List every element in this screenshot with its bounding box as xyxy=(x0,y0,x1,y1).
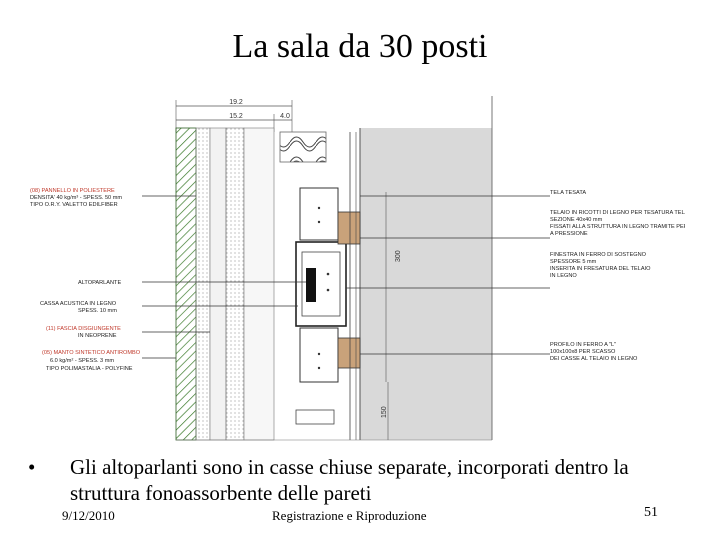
dim-vertical-1: 300 xyxy=(395,250,402,262)
wall-layer-5 xyxy=(244,128,274,440)
svg-text:(08) PANNELLO IN POLIESTERE: (08) PANNELLO IN POLIESTERE xyxy=(30,188,115,194)
frame-profile-top xyxy=(338,212,360,244)
svg-text:TIPO POLIMASTALIA - POLYFINE: TIPO POLIMASTALIA - POLYFINE xyxy=(46,366,133,372)
svg-text:DEI CASSE AL TELAIO IN LEGNO: DEI CASSE AL TELAIO IN LEGNO xyxy=(550,356,638,362)
left-note-2 xyxy=(78,280,121,286)
svg-text:(11) FASCIA DISGIUNGENTE: (11) FASCIA DISGIUNGENTE xyxy=(46,326,121,332)
svg-text:ALTOPARLANTE: ALTOPARLANTE xyxy=(78,280,122,286)
svg-text:SPESS. 10 mm: SPESS. 10 mm xyxy=(78,308,117,314)
svg-text:TELAIO IN RICOTTI DI LEGNO PER: TELAIO IN RICOTTI DI LEGNO PER TESATURA TELA xyxy=(550,210,685,216)
svg-text:A PRESSIONE: A PRESSIONE xyxy=(550,231,588,237)
wall-outer xyxy=(176,128,196,440)
svg-text:INSERITA IN FRESATURA DEL TELA: INSERITA IN FRESATURA DEL TELAIO xyxy=(550,266,651,272)
wall-layer-4 xyxy=(226,128,244,440)
left-note-5 xyxy=(42,350,141,372)
svg-text:(05) MANTO SINTETICO ANTIROMBO: (05) MANTO SINTETICO ANTIROMBO xyxy=(42,350,141,356)
svg-text:SEZIONE 40x40 mm: SEZIONE 40x40 mm xyxy=(550,217,603,223)
wall-layer-2 xyxy=(196,128,210,440)
left-note-1 xyxy=(30,188,122,208)
svg-text:100x100x8 PER SCASSO: 100x100x8 PER SCASSO xyxy=(550,349,616,355)
right-note-3 xyxy=(550,252,651,279)
dim-vertical-2: 150 xyxy=(381,406,388,418)
technical-drawing xyxy=(30,92,685,444)
page-number: 51 xyxy=(644,505,658,520)
insulation xyxy=(280,132,326,162)
right-note-2 xyxy=(550,210,685,237)
slide-title: La sala da 30 posti xyxy=(232,28,488,65)
svg-text:6.0 kg/m² - SPESS. 3 mm: 6.0 kg/m² - SPESS. 3 mm xyxy=(50,358,115,364)
right-note-4 xyxy=(550,342,638,362)
speaker-box-top xyxy=(300,188,338,240)
bullet-point xyxy=(28,454,642,506)
fabric-panel xyxy=(360,128,492,440)
svg-text:IN LEGNO: IN LEGNO xyxy=(550,273,577,279)
speaker-box-mid xyxy=(296,242,346,326)
left-note-3 xyxy=(40,301,117,314)
frame-profile-bottom xyxy=(338,338,360,368)
svg-text:IN NEOPRENE: IN NEOPRENE xyxy=(78,333,117,339)
svg-text:DENSITA' 40 kg/m³ - SPESS. 50: DENSITA' 40 kg/m³ - SPESS. 50 mm xyxy=(30,195,123,201)
svg-text:FINESTRA IN FERRO DI SOSTEGNO: FINESTRA IN FERRO DI SOSTEGNO xyxy=(550,252,647,258)
right-note-1 xyxy=(550,190,586,196)
dim-top: 19.2 xyxy=(229,99,243,106)
footer-date: 9/12/2010 xyxy=(62,508,115,523)
svg-text:TIPO O.R.Y. VALETTO EDILFIBER: TIPO O.R.Y. VALETTO EDILFIBER xyxy=(30,202,118,208)
svg-text:FISSATI ALLA STRUTTURA IN LEGN: FISSATI ALLA STRUTTURA IN LEGNO TRAMITE PERNO xyxy=(550,224,685,230)
svg-text:PROFILO IN FERRO A "L": PROFILO IN FERRO A "L" xyxy=(550,342,617,348)
bullet-text: Gli altoparlanti sono in casse chiuse separate, incorporati dentro la struttura fonoassorbente delle pareti xyxy=(70,455,629,505)
dim-left: 15.2 xyxy=(229,113,243,120)
speaker-driver xyxy=(306,268,316,302)
svg-text:CASSA ACUSTICA IN LEGNO: CASSA ACUSTICA IN LEGNO xyxy=(40,301,117,307)
wall-layer-3 xyxy=(210,128,226,440)
left-note-4 xyxy=(46,326,121,339)
svg-text:SPESSORE 5 mm: SPESSORE 5 mm xyxy=(550,259,597,265)
footer-center-text: Registrazione e Riproduzione xyxy=(272,508,427,523)
dim-right: 4.0 xyxy=(280,113,290,120)
svg-text:TELA TESATA: TELA TESATA xyxy=(550,190,587,196)
bullet-marker: • xyxy=(28,455,36,479)
